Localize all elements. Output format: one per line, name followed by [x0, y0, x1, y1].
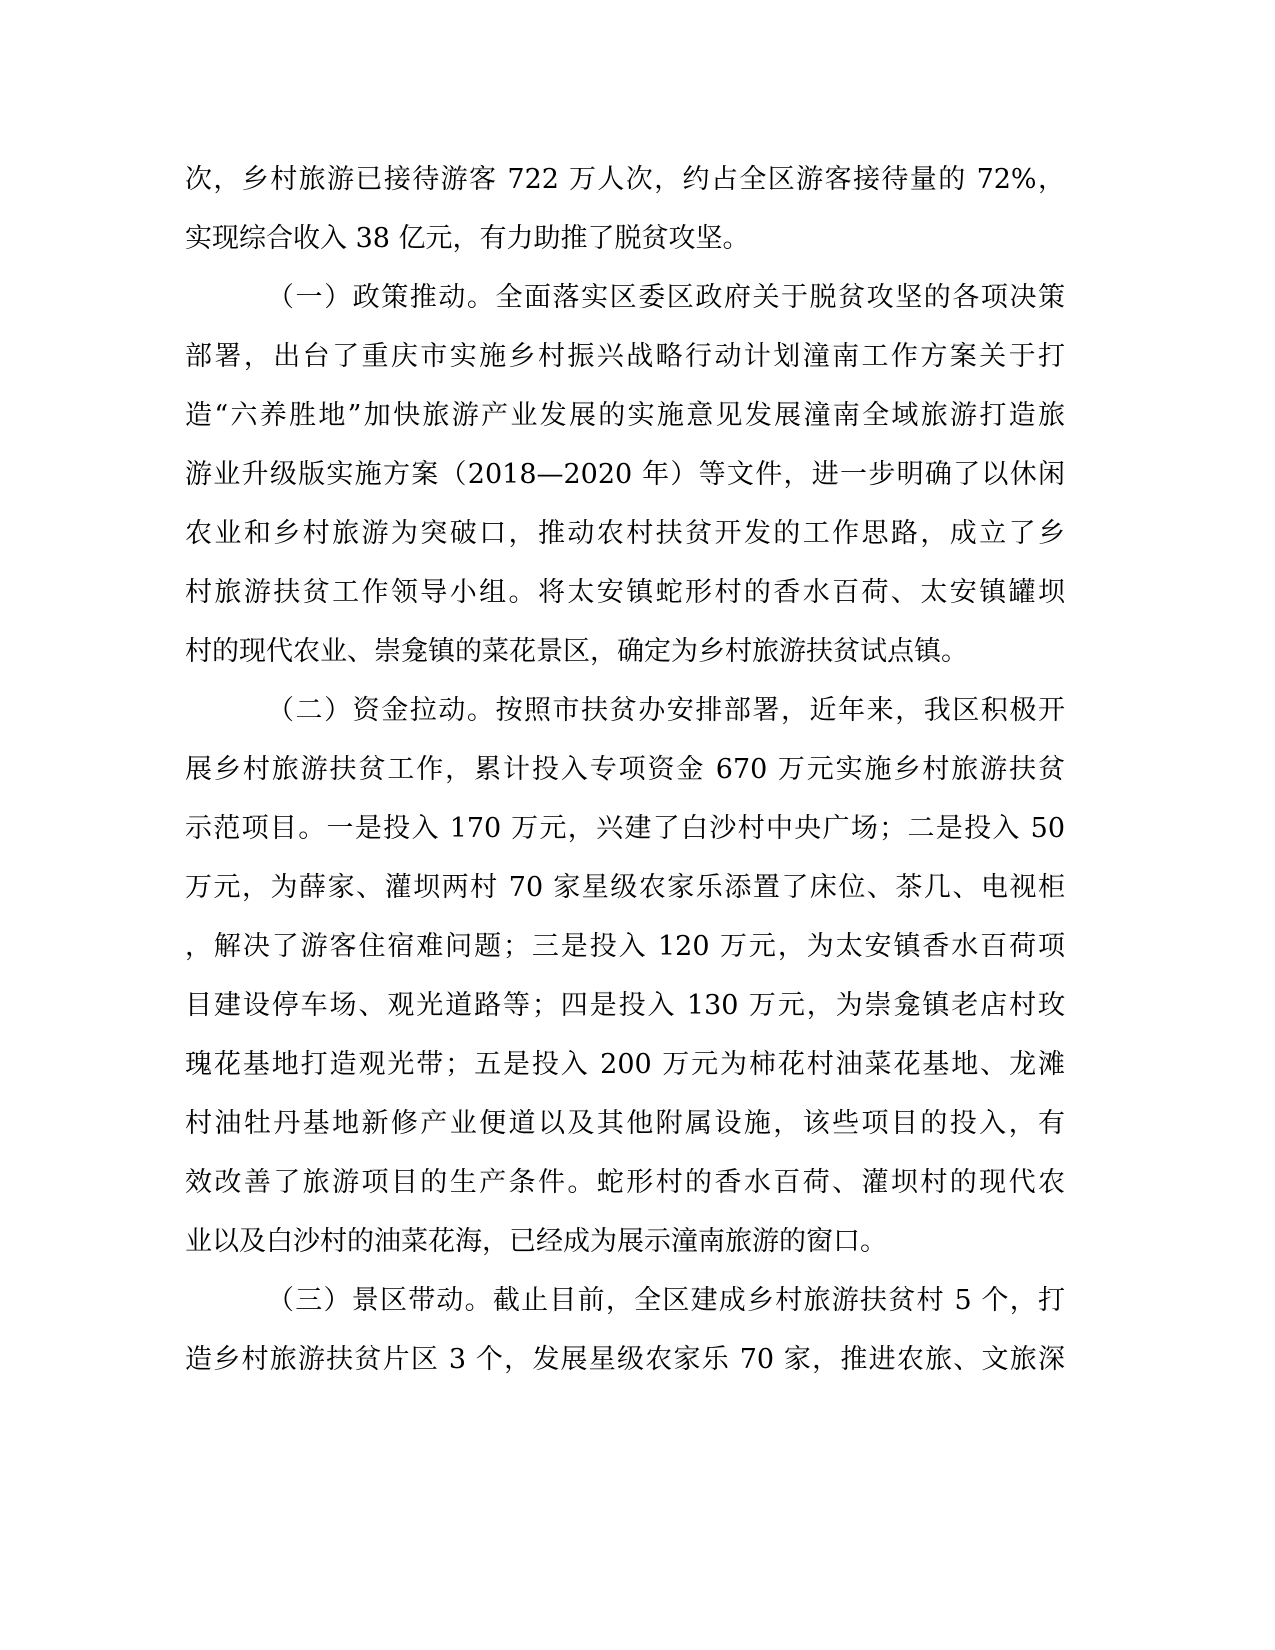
- text-line: ，解决了游客住宿难问题；三是投入 120 万元，为太安镇香水百荷项: [185, 931, 1065, 962]
- text-line: 次，乡村旅游已接待游客 722 万人次，约占全区游客接待量的 72%，: [185, 164, 1065, 195]
- text-line: 效改善了旅游项目的生产条件。蛇形村的香水百荷、灌坝村的现代农: [185, 1167, 1065, 1198]
- text-line: 瑰花基地打造观光带；五是投入 200 万元为柿花村油菜花基地、龙滩: [185, 1049, 1065, 1080]
- text-line: 游业升级版实施方案（2018—2020 年）等文件，进一步明确了以休闲: [185, 459, 1065, 490]
- paragraph-first-line: （二）资金拉动。按照市扶贫办安排部署，近年来，我区积极开: [267, 695, 1065, 726]
- text-line: 村旅游扶贫工作领导小组。将太安镇蛇形村的香水百荷、太安镇罐坝: [185, 577, 1065, 608]
- text-line: 农业和乡村旅游为突破口，推动农村扶贫开发的工作思路，成立了乡: [185, 518, 1065, 549]
- paragraph-first-line: （三）景区带动。截止目前，全区建成乡村旅游扶贫村 5 个，打: [267, 1285, 1065, 1316]
- text-line: 造“六养胜地”加快旅游产业发展的实施意见发展潼南全域旅游打造旅: [185, 400, 1065, 431]
- text-line: 村的现代农业、崇龛镇的菜花景区，确定为乡村旅游扶贫试点镇。: [185, 636, 968, 667]
- text-line: 造乡村旅游扶贫片区 3 个，发展星级农家乐 70 家，推进农旅、文旅深: [185, 1344, 1065, 1375]
- text-line: 村油牡丹基地新修产业便道以及其他附属设施，该些项目的投入，有: [185, 1108, 1065, 1139]
- text-line: 示范项目。一是投入 170 万元，兴建了白沙村中央广场；二是投入 50: [185, 813, 1065, 844]
- text-line: 万元，为薛家、灌坝两村 70 家星级农家乐添置了床位、茶几、电视柜: [185, 872, 1065, 903]
- text-line: 部署，出台了重庆市实施乡村振兴战略行动计划潼南工作方案关于打: [185, 341, 1065, 372]
- paragraph-first-line: （一）政策推动。全面落实区委区政府关于脱贫攻坚的各项决策: [267, 282, 1065, 313]
- text-line: 展乡村旅游扶贫工作，累计投入专项资金 670 万元实施乡村旅游扶贫: [185, 754, 1065, 785]
- text-line: 实现综合收入 38 亿元，有力助推了脱贫攻坚。: [185, 223, 750, 254]
- document-body: [185, 150, 1065, 1389]
- text-line: 业以及白沙村的油菜花海，已经成为展示潼南旅游的窗口。: [185, 1226, 887, 1257]
- text-line: 目建设停车场、观光道路等；四是投入 130 万元，为崇龛镇老店村玫: [185, 990, 1065, 1021]
